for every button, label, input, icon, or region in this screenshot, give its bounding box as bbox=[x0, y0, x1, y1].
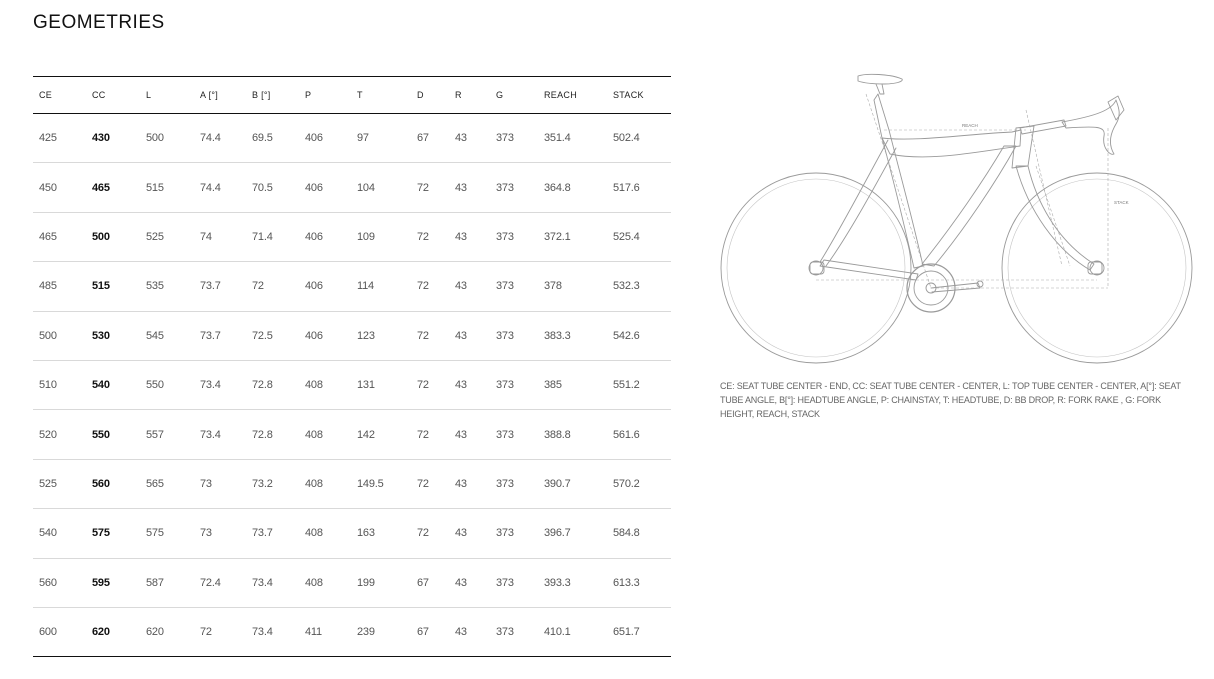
table-cell: 67 bbox=[417, 626, 429, 639]
table-cell: 411 bbox=[305, 626, 322, 639]
table-cell: 651.7 bbox=[613, 626, 640, 639]
table-cell: 373 bbox=[496, 379, 514, 392]
table-cell: 373 bbox=[496, 576, 514, 589]
table-cell: 570.2 bbox=[613, 477, 640, 490]
table-row bbox=[33, 410, 671, 459]
table-cell: 550 bbox=[146, 379, 164, 392]
table-cell: 373 bbox=[496, 428, 514, 441]
table-cell: 393.3 bbox=[544, 576, 571, 589]
table-cell: 43 bbox=[455, 428, 467, 441]
table-cell: 575 bbox=[146, 527, 164, 540]
table-cell: 73 bbox=[200, 477, 212, 490]
table-cell: 551.2 bbox=[613, 379, 640, 392]
table-cell: 535 bbox=[146, 280, 164, 293]
table-cell: 73.7 bbox=[200, 280, 221, 293]
table-cell: 406 bbox=[305, 132, 323, 145]
table-cell: 406 bbox=[305, 181, 323, 194]
column-header: B [°] bbox=[252, 90, 271, 100]
table-cell: 373 bbox=[496, 477, 514, 490]
table-cell: 373 bbox=[496, 280, 514, 293]
table-cell: 500 bbox=[39, 329, 57, 342]
table-cell: 351.4 bbox=[544, 132, 571, 145]
table-row bbox=[33, 114, 671, 163]
column-header: D bbox=[417, 90, 424, 100]
table-cell: 149.5 bbox=[357, 477, 384, 490]
table-row bbox=[33, 459, 671, 508]
header-row bbox=[33, 77, 671, 114]
page-title: GEOMETRIES bbox=[33, 12, 165, 33]
table-cell: 74 bbox=[200, 230, 212, 243]
table-cell: 73 bbox=[200, 527, 212, 540]
table-cell: 502.4 bbox=[613, 132, 640, 145]
table-cell: 465 bbox=[92, 181, 110, 194]
table-cell: 517.6 bbox=[613, 181, 640, 194]
table-cell: 373 bbox=[496, 626, 514, 639]
table-cell: 72 bbox=[417, 477, 429, 490]
column-header: REACH bbox=[544, 90, 578, 100]
table-cell: 70.5 bbox=[252, 181, 273, 194]
table-cell: 43 bbox=[455, 576, 467, 589]
column-header: CE bbox=[39, 90, 53, 100]
table-cell: 74.4 bbox=[200, 181, 221, 194]
table-cell: 530 bbox=[92, 329, 110, 342]
table-cell: 540 bbox=[39, 527, 57, 540]
table-cell: 72.5 bbox=[252, 329, 273, 342]
geometry-legend-caption: CE: SEAT TUBE CENTER - END, CC: SEAT TUBE CENTER - CENTER, L: TOP TUBE CENTER - CENTER, A[°]: SEAT TUBE ANGLE, B[°]: HEADTUBE ANGLE, P: CHAINSTAY, T: HEADTUBE, D: BB DROP, R: FORK RAKE , G: FORK HEIGHT, REACH, STACK bbox=[720, 381, 1181, 419]
table-cell: 72 bbox=[417, 329, 429, 342]
table-cell: 575 bbox=[92, 527, 110, 540]
table-cell: 67 bbox=[417, 132, 429, 145]
table-cell: 142 bbox=[357, 428, 375, 441]
table-cell: 620 bbox=[146, 626, 164, 639]
table-cell: 72.8 bbox=[252, 379, 273, 392]
stem bbox=[1020, 120, 1066, 134]
table-cell: 72 bbox=[252, 280, 264, 293]
seat-stay-inner bbox=[826, 148, 896, 266]
table-cell: 520 bbox=[39, 428, 57, 441]
table-row bbox=[33, 509, 671, 558]
fork bbox=[1016, 166, 1094, 270]
table-row bbox=[33, 558, 671, 607]
table-cell: 587 bbox=[146, 576, 164, 589]
table-cell: 408 bbox=[305, 477, 323, 490]
table-cell: 43 bbox=[455, 230, 467, 243]
table-row bbox=[33, 212, 671, 261]
table-cell: 500 bbox=[146, 132, 164, 145]
table-cell: 383.3 bbox=[544, 329, 571, 342]
stack-label: STACK bbox=[1114, 200, 1129, 205]
table-cell: 71.4 bbox=[252, 230, 273, 243]
saddle bbox=[858, 74, 902, 84]
table-cell: 410.1 bbox=[544, 626, 571, 639]
table-cell: 72 bbox=[417, 428, 429, 441]
table-cell: 73.2 bbox=[252, 477, 273, 490]
table-cell: 43 bbox=[455, 527, 467, 540]
table-body bbox=[33, 114, 671, 657]
table-cell: 613.3 bbox=[613, 576, 640, 589]
table-cell: 500 bbox=[92, 230, 110, 243]
pedal bbox=[977, 281, 983, 287]
table-cell: 373 bbox=[496, 132, 514, 145]
down-tube bbox=[922, 146, 1016, 266]
seat-stay bbox=[820, 140, 888, 262]
table-cell: 43 bbox=[455, 329, 467, 342]
column-header: A [°] bbox=[200, 90, 219, 100]
table-cell: 104 bbox=[357, 181, 375, 194]
table-cell: 43 bbox=[455, 181, 467, 194]
table-cell: 72.8 bbox=[252, 428, 273, 441]
table-cell: 73.4 bbox=[252, 626, 273, 639]
table-cell: 43 bbox=[455, 477, 467, 490]
table-cell: 109 bbox=[357, 230, 375, 243]
table-cell: 73.4 bbox=[252, 576, 273, 589]
seatpost bbox=[876, 84, 884, 94]
table-cell: 43 bbox=[455, 379, 467, 392]
table-row bbox=[33, 360, 671, 409]
table-cell: 72 bbox=[417, 181, 429, 194]
table-cell: 74.4 bbox=[200, 132, 221, 145]
table-row bbox=[33, 163, 671, 212]
front-rim bbox=[1008, 179, 1186, 357]
table-cell: 72 bbox=[200, 626, 212, 639]
table-cell: 430 bbox=[92, 132, 110, 145]
table-cell: 550 bbox=[92, 428, 110, 441]
rear-hub bbox=[809, 261, 823, 275]
table-cell: 373 bbox=[496, 181, 514, 194]
table-cell: 43 bbox=[455, 132, 467, 145]
table-cell: 43 bbox=[455, 280, 467, 293]
table-cell: 72 bbox=[417, 527, 429, 540]
table-cell: 515 bbox=[92, 280, 110, 293]
table-cell: 73.4 bbox=[200, 379, 221, 392]
chain-stay bbox=[820, 260, 918, 280]
table-cell: 584.8 bbox=[613, 527, 640, 540]
table-row bbox=[33, 262, 671, 311]
table-cell: 525 bbox=[39, 477, 57, 490]
table-cell: 69.5 bbox=[252, 132, 273, 145]
table-cell: 560 bbox=[92, 477, 110, 490]
table-cell: 199 bbox=[357, 576, 375, 589]
table-cell: 373 bbox=[496, 329, 514, 342]
table-cell: 560 bbox=[39, 576, 57, 589]
table-row bbox=[33, 607, 671, 656]
reach-label: REACH bbox=[962, 123, 978, 128]
table-cell: 600 bbox=[39, 626, 57, 639]
table-cell: 72 bbox=[417, 379, 429, 392]
table-cell: 72 bbox=[417, 230, 429, 243]
table-cell: 408 bbox=[305, 428, 323, 441]
column-header: P bbox=[305, 90, 312, 100]
table-cell: 532.3 bbox=[613, 280, 640, 293]
column-header: STACK bbox=[613, 90, 644, 100]
table-cell: 114 bbox=[357, 280, 374, 293]
column-header: G bbox=[496, 90, 504, 100]
table-cell: 373 bbox=[496, 230, 514, 243]
table-cell: 364.8 bbox=[544, 181, 571, 194]
table-cell: 123 bbox=[357, 329, 375, 342]
table-cell: 485 bbox=[39, 280, 57, 293]
table-cell: 510 bbox=[39, 379, 57, 392]
table-cell: 239 bbox=[357, 626, 375, 639]
head-angle-line bbox=[1026, 110, 1062, 266]
column-header: L bbox=[146, 90, 152, 100]
table-cell: 72 bbox=[417, 280, 429, 293]
table-cell: 390.7 bbox=[544, 477, 571, 490]
front-wheel bbox=[1002, 173, 1192, 363]
geometry-table bbox=[33, 76, 671, 657]
table-cell: 406 bbox=[305, 280, 323, 293]
table-cell: 373 bbox=[496, 527, 514, 540]
table-cell: 163 bbox=[357, 527, 375, 540]
table-cell: 408 bbox=[305, 379, 323, 392]
table-cell: 396.7 bbox=[544, 527, 571, 540]
table-cell: 465 bbox=[39, 230, 57, 243]
table-cell: 545 bbox=[146, 329, 164, 342]
table-cell: 67 bbox=[417, 576, 429, 589]
table-row bbox=[33, 311, 671, 360]
table-cell: 525.4 bbox=[613, 230, 640, 243]
table-cell: 73.7 bbox=[252, 527, 273, 540]
table-cell: 450 bbox=[39, 181, 57, 194]
table-cell: 540 bbox=[92, 379, 110, 392]
table-cell: 372.1 bbox=[544, 230, 571, 243]
column-header: CC bbox=[92, 90, 106, 100]
rear-wheel bbox=[721, 173, 911, 363]
table-cell: 515 bbox=[146, 181, 164, 194]
table-cell: 542.6 bbox=[613, 329, 640, 342]
table-cell: 406 bbox=[305, 329, 323, 342]
table-cell: 408 bbox=[305, 527, 323, 540]
table-cell: 73.7 bbox=[200, 329, 221, 342]
table-header bbox=[33, 77, 671, 114]
table-cell: 425 bbox=[39, 132, 57, 145]
column-header: R bbox=[455, 90, 462, 100]
table-cell: 97 bbox=[357, 132, 369, 145]
table-cell: 43 bbox=[455, 626, 467, 639]
table-cell: 565 bbox=[146, 477, 164, 490]
table-cell: 72.4 bbox=[200, 576, 221, 589]
table-cell: 131 bbox=[357, 379, 375, 392]
table-cell: 620 bbox=[92, 626, 110, 639]
table-cell: 388.8 bbox=[544, 428, 571, 441]
table-cell: 378 bbox=[544, 280, 562, 293]
table-cell: 406 bbox=[305, 230, 323, 243]
table-cell: 73.4 bbox=[200, 428, 221, 441]
table-cell: 525 bbox=[146, 230, 164, 243]
table-cell: 385 bbox=[544, 379, 562, 392]
table-cell: 408 bbox=[305, 576, 323, 589]
table-cell: 595 bbox=[92, 576, 110, 589]
table-cell: 557 bbox=[146, 428, 164, 441]
table-cell: 561.6 bbox=[613, 428, 640, 441]
bike-geometry-diagram bbox=[716, 70, 1200, 370]
column-header: T bbox=[357, 90, 363, 100]
